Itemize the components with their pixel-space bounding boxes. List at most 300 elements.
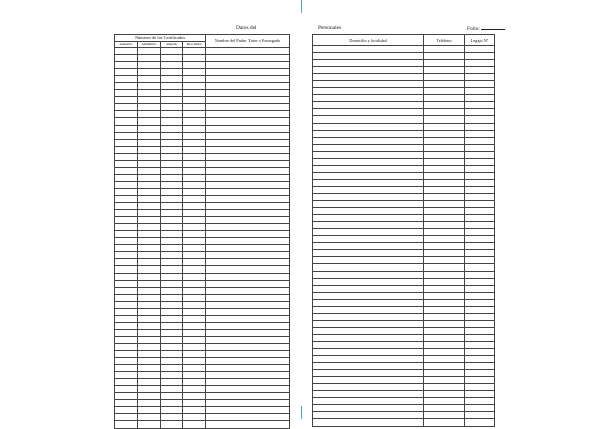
blank-cell[interactable] [465, 137, 495, 144]
blank-cell[interactable] [206, 259, 290, 266]
blank-cell[interactable] [138, 181, 161, 188]
blank-cell[interactable] [138, 167, 161, 174]
blank-cell[interactable] [161, 125, 183, 132]
blank-cell[interactable] [115, 372, 138, 379]
blank-cell[interactable] [115, 421, 138, 428]
blank-cell[interactable] [465, 313, 495, 320]
blank-cell[interactable] [424, 398, 465, 405]
blank-cell[interactable] [138, 336, 161, 343]
blank-cell[interactable] [138, 315, 161, 322]
blank-cell[interactable] [206, 365, 290, 372]
blank-cell[interactable] [138, 83, 161, 90]
blank-cell[interactable] [183, 195, 206, 202]
blank-cell[interactable] [161, 48, 183, 55]
blank-cell[interactable] [161, 153, 183, 160]
blank-cell[interactable] [183, 62, 206, 69]
blank-cell[interactable] [313, 208, 424, 215]
blank-cell[interactable] [465, 363, 495, 370]
blank-cell[interactable] [313, 137, 424, 144]
blank-cell[interactable] [161, 315, 183, 322]
blank-cell[interactable] [161, 322, 183, 329]
blank-cell[interactable] [161, 400, 183, 407]
blank-cell[interactable] [424, 81, 465, 88]
blank-cell[interactable] [206, 315, 290, 322]
blank-cell[interactable] [206, 139, 290, 146]
blank-cell[interactable] [424, 102, 465, 109]
blank-cell[interactable] [313, 158, 424, 165]
blank-cell[interactable] [465, 264, 495, 271]
blank-cell[interactable] [465, 215, 495, 222]
blank-cell[interactable] [183, 414, 206, 421]
blank-cell[interactable] [115, 386, 138, 393]
blank-cell[interactable] [424, 95, 465, 102]
blank-cell[interactable] [161, 111, 183, 118]
blank-cell[interactable] [115, 139, 138, 146]
blank-cell[interactable] [465, 193, 495, 200]
blank-cell[interactable] [115, 195, 138, 202]
blank-cell[interactable] [115, 400, 138, 407]
blank-cell[interactable] [206, 379, 290, 386]
blank-cell[interactable] [183, 379, 206, 386]
blank-cell[interactable] [138, 210, 161, 217]
blank-cell[interactable] [424, 179, 465, 186]
blank-cell[interactable] [424, 137, 465, 144]
blank-cell[interactable] [183, 160, 206, 167]
blank-cell[interactable] [206, 329, 290, 336]
blank-cell[interactable] [161, 379, 183, 386]
blank-cell[interactable] [161, 104, 183, 111]
blank-cell[interactable] [115, 132, 138, 139]
blank-cell[interactable] [183, 329, 206, 336]
blank-cell[interactable] [183, 104, 206, 111]
blank-cell[interactable] [183, 400, 206, 407]
blank-cell[interactable] [161, 351, 183, 358]
blank-cell[interactable] [313, 391, 424, 398]
blank-cell[interactable] [465, 81, 495, 88]
blank-cell[interactable] [313, 81, 424, 88]
blank-cell[interactable] [424, 109, 465, 116]
blank-cell[interactable] [424, 46, 465, 53]
blank-cell[interactable] [115, 210, 138, 217]
blank-cell[interactable] [465, 271, 495, 278]
blank-cell[interactable] [161, 308, 183, 315]
blank-cell[interactable] [138, 104, 161, 111]
blank-cell[interactable] [424, 243, 465, 250]
blank-cell[interactable] [424, 60, 465, 67]
blank-cell[interactable] [465, 229, 495, 236]
blank-cell[interactable] [138, 217, 161, 224]
blank-cell[interactable] [161, 217, 183, 224]
blank-cell[interactable] [115, 111, 138, 118]
blank-cell[interactable] [138, 195, 161, 202]
blank-cell[interactable] [313, 363, 424, 370]
blank-cell[interactable] [465, 306, 495, 313]
blank-cell[interactable] [115, 160, 138, 167]
blank-cell[interactable] [313, 102, 424, 109]
blank-cell[interactable] [115, 83, 138, 90]
blank-cell[interactable] [465, 102, 495, 109]
blank-cell[interactable] [138, 90, 161, 97]
blank-cell[interactable] [206, 358, 290, 365]
blank-cell[interactable] [313, 264, 424, 271]
blank-cell[interactable] [313, 60, 424, 67]
blank-cell[interactable] [183, 167, 206, 174]
blank-cell[interactable] [115, 280, 138, 287]
blank-cell[interactable] [115, 407, 138, 414]
blank-cell[interactable] [183, 252, 206, 259]
blank-cell[interactable] [206, 118, 290, 125]
blank-cell[interactable] [313, 285, 424, 292]
blank-cell[interactable] [183, 210, 206, 217]
blank-cell[interactable] [424, 412, 465, 419]
blank-cell[interactable] [465, 370, 495, 377]
blank-cell[interactable] [206, 266, 290, 273]
blank-cell[interactable] [424, 116, 465, 123]
blank-cell[interactable] [161, 407, 183, 414]
blank-cell[interactable] [313, 222, 424, 229]
blank-cell[interactable] [183, 224, 206, 231]
blank-cell[interactable] [161, 83, 183, 90]
blank-cell[interactable] [424, 229, 465, 236]
blank-cell[interactable] [183, 132, 206, 139]
blank-cell[interactable] [206, 174, 290, 181]
blank-cell[interactable] [424, 123, 465, 130]
blank-cell[interactable] [161, 273, 183, 280]
blank-cell[interactable] [115, 336, 138, 343]
blank-cell[interactable] [465, 412, 495, 419]
blank-cell[interactable] [115, 414, 138, 421]
blank-cell[interactable] [115, 118, 138, 125]
blank-cell[interactable] [313, 313, 424, 320]
blank-cell[interactable] [115, 153, 138, 160]
blank-cell[interactable] [138, 400, 161, 407]
blank-cell[interactable] [313, 229, 424, 236]
blank-cell[interactable] [206, 132, 290, 139]
blank-cell[interactable] [424, 391, 465, 398]
blank-cell[interactable] [138, 252, 161, 259]
blank-cell[interactable] [183, 217, 206, 224]
blank-cell[interactable] [206, 245, 290, 252]
blank-cell[interactable] [206, 160, 290, 167]
blank-cell[interactable] [424, 193, 465, 200]
blank-cell[interactable] [313, 384, 424, 391]
blank-cell[interactable] [206, 400, 290, 407]
blank-cell[interactable] [206, 393, 290, 400]
blank-cell[interactable] [115, 301, 138, 308]
blank-cell[interactable] [161, 195, 183, 202]
blank-cell[interactable] [161, 90, 183, 97]
blank-cell[interactable] [161, 188, 183, 195]
blank-cell[interactable] [424, 313, 465, 320]
blank-cell[interactable] [313, 306, 424, 313]
blank-cell[interactable] [138, 322, 161, 329]
blank-cell[interactable] [115, 287, 138, 294]
blank-cell[interactable] [115, 104, 138, 111]
blank-cell[interactable] [138, 343, 161, 350]
blank-cell[interactable] [313, 67, 424, 74]
blank-cell[interactable] [424, 165, 465, 172]
blank-cell[interactable] [115, 379, 138, 386]
blank-cell[interactable] [161, 266, 183, 273]
blank-cell[interactable] [206, 238, 290, 245]
blank-cell[interactable] [206, 343, 290, 350]
blank-cell[interactable] [115, 76, 138, 83]
blank-cell[interactable] [313, 292, 424, 299]
blank-cell[interactable] [206, 104, 290, 111]
blank-cell[interactable] [424, 349, 465, 356]
blank-cell[interactable] [465, 384, 495, 391]
blank-cell[interactable] [313, 215, 424, 222]
blank-cell[interactable] [115, 125, 138, 132]
blank-cell[interactable] [206, 111, 290, 118]
blank-cell[interactable] [206, 181, 290, 188]
blank-cell[interactable] [206, 210, 290, 217]
blank-cell[interactable] [424, 377, 465, 384]
blank-cell[interactable] [183, 69, 206, 76]
blank-cell[interactable] [138, 125, 161, 132]
blank-cell[interactable] [115, 55, 138, 62]
blank-cell[interactable] [424, 53, 465, 60]
blank-cell[interactable] [138, 174, 161, 181]
blank-cell[interactable] [465, 391, 495, 398]
blank-cell[interactable] [138, 62, 161, 69]
blank-cell[interactable] [183, 358, 206, 365]
blank-cell[interactable] [313, 334, 424, 341]
blank-cell[interactable] [465, 53, 495, 60]
blank-cell[interactable] [206, 62, 290, 69]
blank-cell[interactable] [206, 336, 290, 343]
blank-cell[interactable] [115, 343, 138, 350]
blank-cell[interactable] [206, 322, 290, 329]
blank-cell[interactable] [183, 125, 206, 132]
blank-cell[interactable] [161, 365, 183, 372]
blank-cell[interactable] [161, 203, 183, 210]
blank-cell[interactable] [138, 414, 161, 421]
blank-cell[interactable] [183, 322, 206, 329]
blank-cell[interactable] [313, 398, 424, 405]
blank-cell[interactable] [424, 222, 465, 229]
blank-cell[interactable] [206, 407, 290, 414]
blank-cell[interactable] [206, 167, 290, 174]
blank-cell[interactable] [161, 118, 183, 125]
blank-cell[interactable] [183, 111, 206, 118]
blank-cell[interactable] [313, 356, 424, 363]
blank-cell[interactable] [183, 421, 206, 428]
blank-cell[interactable] [313, 193, 424, 200]
blank-cell[interactable] [115, 266, 138, 273]
blank-cell[interactable] [424, 271, 465, 278]
blank-cell[interactable] [183, 351, 206, 358]
blank-cell[interactable] [206, 421, 290, 428]
blank-cell[interactable] [206, 351, 290, 358]
blank-cell[interactable] [206, 252, 290, 259]
blank-cell[interactable] [465, 405, 495, 412]
blank-cell[interactable] [206, 203, 290, 210]
blank-cell[interactable] [115, 358, 138, 365]
blank-cell[interactable] [313, 377, 424, 384]
blank-cell[interactable] [115, 231, 138, 238]
blank-cell[interactable] [161, 421, 183, 428]
blank-cell[interactable] [183, 174, 206, 181]
blank-cell[interactable] [115, 238, 138, 245]
blank-cell[interactable] [313, 250, 424, 257]
blank-cell[interactable] [206, 217, 290, 224]
blank-cell[interactable] [465, 116, 495, 123]
blank-cell[interactable] [465, 151, 495, 158]
blank-cell[interactable] [183, 118, 206, 125]
blank-cell[interactable] [465, 130, 495, 137]
blank-cell[interactable] [115, 393, 138, 400]
blank-cell[interactable] [183, 393, 206, 400]
blank-cell[interactable] [115, 217, 138, 224]
blank-cell[interactable] [313, 257, 424, 264]
blank-cell[interactable] [313, 236, 424, 243]
blank-cell[interactable] [138, 259, 161, 266]
blank-cell[interactable] [115, 167, 138, 174]
blank-cell[interactable] [313, 186, 424, 193]
blank-cell[interactable] [161, 231, 183, 238]
blank-cell[interactable] [138, 379, 161, 386]
blank-cell[interactable] [465, 109, 495, 116]
blank-cell[interactable] [161, 132, 183, 139]
blank-cell[interactable] [138, 280, 161, 287]
blank-cell[interactable] [206, 90, 290, 97]
blank-cell[interactable] [424, 299, 465, 306]
blank-cell[interactable] [138, 188, 161, 195]
blank-cell[interactable] [138, 224, 161, 231]
blank-cell[interactable] [465, 419, 495, 426]
blank-cell[interactable] [465, 74, 495, 81]
blank-cell[interactable] [161, 174, 183, 181]
blank-cell[interactable] [424, 130, 465, 137]
blank-cell[interactable] [183, 97, 206, 104]
blank-cell[interactable] [115, 351, 138, 358]
blank-cell[interactable] [161, 146, 183, 153]
blank-cell[interactable] [161, 97, 183, 104]
blank-cell[interactable] [138, 308, 161, 315]
blank-cell[interactable] [183, 407, 206, 414]
blank-cell[interactable] [138, 118, 161, 125]
blank-cell[interactable] [115, 245, 138, 252]
blank-cell[interactable] [138, 69, 161, 76]
blank-cell[interactable] [313, 201, 424, 208]
blank-cell[interactable] [465, 243, 495, 250]
blank-cell[interactable] [183, 76, 206, 83]
blank-cell[interactable] [465, 292, 495, 299]
blank-cell[interactable] [138, 301, 161, 308]
blank-cell[interactable] [313, 412, 424, 419]
blank-cell[interactable] [138, 111, 161, 118]
blank-cell[interactable] [465, 320, 495, 327]
blank-cell[interactable] [183, 245, 206, 252]
blank-cell[interactable] [138, 421, 161, 428]
blank-cell[interactable] [313, 299, 424, 306]
blank-cell[interactable] [138, 48, 161, 55]
blank-cell[interactable] [465, 172, 495, 179]
blank-cell[interactable] [183, 386, 206, 393]
blank-cell[interactable] [465, 341, 495, 348]
blank-cell[interactable] [183, 315, 206, 322]
blank-cell[interactable] [206, 125, 290, 132]
blank-cell[interactable] [183, 83, 206, 90]
blank-cell[interactable] [424, 285, 465, 292]
blank-cell[interactable] [183, 273, 206, 280]
blank-cell[interactable] [313, 278, 424, 285]
blank-cell[interactable] [206, 188, 290, 195]
blank-cell[interactable] [161, 139, 183, 146]
blank-cell[interactable] [313, 320, 424, 327]
blank-cell[interactable] [313, 123, 424, 130]
blank-cell[interactable] [161, 280, 183, 287]
blank-cell[interactable] [313, 116, 424, 123]
blank-cell[interactable] [138, 97, 161, 104]
blank-cell[interactable] [206, 153, 290, 160]
blank-cell[interactable] [138, 238, 161, 245]
blank-cell[interactable] [183, 139, 206, 146]
blank-cell[interactable] [424, 144, 465, 151]
blank-cell[interactable] [161, 167, 183, 174]
blank-cell[interactable] [138, 372, 161, 379]
blank-cell[interactable] [161, 287, 183, 294]
blank-cell[interactable] [206, 308, 290, 315]
blank-cell[interactable] [183, 336, 206, 343]
blank-cell[interactable] [424, 151, 465, 158]
blank-cell[interactable] [206, 386, 290, 393]
blank-cell[interactable] [161, 76, 183, 83]
blank-cell[interactable] [465, 179, 495, 186]
blank-cell[interactable] [313, 74, 424, 81]
blank-cell[interactable] [115, 174, 138, 181]
blank-cell[interactable] [313, 165, 424, 172]
blank-cell[interactable] [183, 238, 206, 245]
blank-cell[interactable] [115, 322, 138, 329]
blank-cell[interactable] [424, 88, 465, 95]
blank-cell[interactable] [183, 259, 206, 266]
blank-cell[interactable] [313, 53, 424, 60]
blank-cell[interactable] [424, 74, 465, 81]
blank-cell[interactable] [115, 294, 138, 301]
blank-cell[interactable] [161, 301, 183, 308]
blank-cell[interactable] [206, 69, 290, 76]
blank-cell[interactable] [465, 334, 495, 341]
blank-cell[interactable] [138, 245, 161, 252]
blank-cell[interactable] [424, 236, 465, 243]
blank-cell[interactable] [313, 172, 424, 179]
blank-cell[interactable] [424, 278, 465, 285]
blank-cell[interactable] [424, 370, 465, 377]
blank-cell[interactable] [183, 181, 206, 188]
blank-cell[interactable] [115, 315, 138, 322]
blank-cell[interactable] [183, 365, 206, 372]
blank-cell[interactable] [313, 327, 424, 334]
blank-cell[interactable] [115, 329, 138, 336]
blank-cell[interactable] [424, 67, 465, 74]
blank-cell[interactable] [206, 301, 290, 308]
blank-cell[interactable] [138, 146, 161, 153]
blank-cell[interactable] [313, 46, 424, 53]
blank-cell[interactable] [161, 259, 183, 266]
blank-cell[interactable] [465, 67, 495, 74]
blank-cell[interactable] [206, 372, 290, 379]
blank-cell[interactable] [206, 97, 290, 104]
blank-cell[interactable] [161, 386, 183, 393]
blank-cell[interactable] [465, 95, 495, 102]
blank-cell[interactable] [183, 146, 206, 153]
blank-cell[interactable] [465, 257, 495, 264]
blank-cell[interactable] [161, 181, 183, 188]
blank-cell[interactable] [161, 329, 183, 336]
blank-cell[interactable] [161, 210, 183, 217]
